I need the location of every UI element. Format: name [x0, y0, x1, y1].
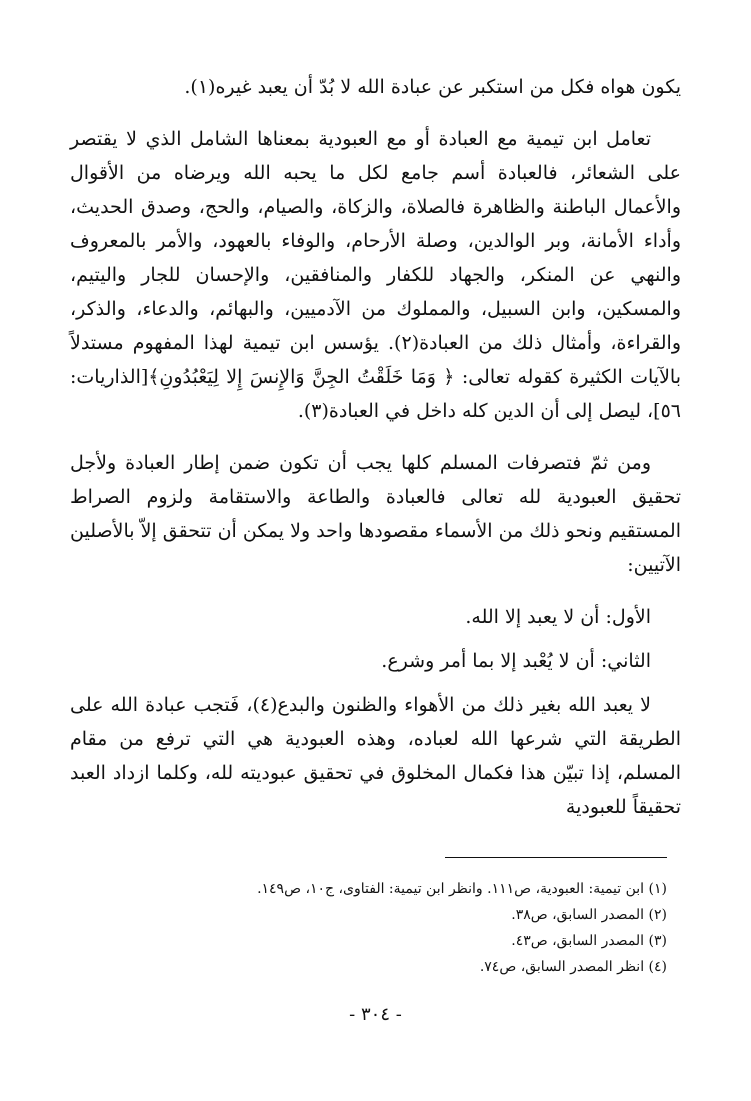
body-text — [70, 70, 681, 842]
page-number: - ٣٠٤ - — [349, 1004, 402, 1025]
paragraph-6: لا يعبد الله بغير ذلك من الأهواء والظنون والبدع(٤)، فَتجب عبادة الله على الطريقة التي شرعها الله لعباده، وهذه العبودية هي التي ترفع من مقام المسلم، إذا تبيّن هذا فكمال المخلوق في تحقيق عبوديته لله، وكلما ازداد العبد تحقيقاً للعبودية — [70, 694, 681, 818]
paragraph-2: تعامل ابن تيمية مع العبادة أو مع العبودية بمعناها الشامل الذي لا يقتصر على الشعائر، فالعبادة أسم جامع لكل ما يحبه الله ويرضاه من الأقوال والأعمال الباطنة والظاهرة فالصلاة، والزكاة، والصيام، والحج، وصدق الحديث، وأداء الأمانة، وبر الوالدين، وصلة الأرحام، والوفاء بالعهود، والأمر بالمعروف والنهي عن المنكر، والجهاد للكفار والمنافقين، والإحسان للجار واليتيم، والمسكين، وابن السبيل، والمملوك من الآدميين، والبهائم، والدعاء، والذكر، والقراءة، وأمثال ذلك من العبادة(٢). يؤسس ابن تيمية لهذا المفهوم مستدلاً بالآيات الكثيرة كقوله تعالى: ﴿ وَمَا خَلَقْتُ الجِنَّ وَالإِنسَ إِلا لِيَعْبُدُونِ﴾[الذاريات: ٥٦]، ليصل إلى أن الدين كله داخل في العبادة(٣). — [70, 128, 681, 422]
footnote-3: (٣) المصدر السابق، ص٤٣. — [511, 933, 667, 949]
footnotes — [70, 876, 667, 980]
principle-first: الأول: أن لا يعبد إلا الله. — [465, 606, 651, 628]
footnote-divider — [445, 857, 667, 858]
footnote-4: (٤) انظر المصدر السابق، ص٧٤. — [479, 959, 667, 975]
paragraph-1: يكون هواه فكل من استكبر عن عبادة الله لا بُدّ أن يعبد غيره(١). — [184, 76, 681, 98]
principle-second: الثاني: أن لا يُعْبد إلا بما أمر وشرع. — [381, 650, 651, 672]
footnote-1: (١) ابن تيمية: العبودية، ص١١١. وانظر ابن تيمية: الفتاوى، ج١٠، ص١٤٩. — [257, 881, 667, 897]
paragraph-3: ومن ثمّ فتصرفات المسلم كلها يجب أن تكون ضمن إطار العبادة ولأجل تحقيق العبودية لله تعالى فالعبادة والطاعة والاستقامة ولزوم الصراط المستقيم ونحو ذلك من الأسماء مقصودها واحد ولا يمكن أن تتحقق إلاّ بالأصلين الآتيين: — [70, 452, 681, 576]
footnote-2: (٢) المصدر السابق، ص٣٨. — [511, 907, 667, 923]
